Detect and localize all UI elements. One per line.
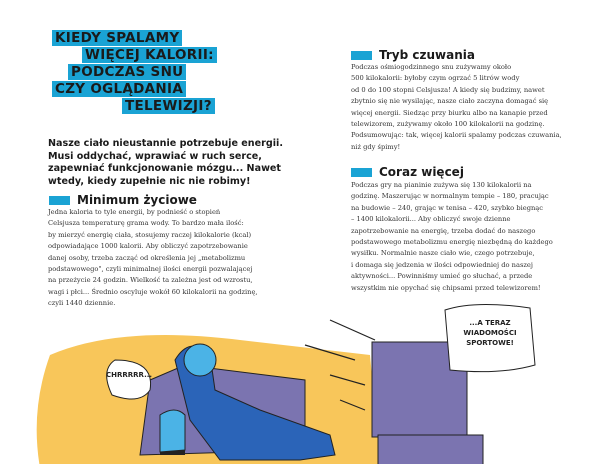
body-line: Podsumowując: tak, więcej kalorii spalamy podczas czuwania, — [351, 131, 562, 140]
body-line: by mierzyć energię ciała, stosujemy raczej kilokalorie (kcal) — [48, 230, 252, 239]
intro-text: Nasze ciało nieustannie potrzebuje energii. Musi oddychać, wprawiać w ruch serce, zapewniać funkcjonowanie mózgu... Nawet wtedy, kiedy zupełnie nic nie robimy! — [48, 138, 283, 187]
heading-marker — [351, 51, 372, 60]
body-line: – 1400 kilokalorii... Aby obliczyć swoje dzienne — [351, 215, 511, 224]
body-line: zapotrzebowanie na energię, trzeba dodać do naszego — [351, 226, 536, 235]
body-line: aktywności... Powinniśmy umieć go słuchać, a przede — [351, 272, 533, 281]
body-line: Podczas gry na pianinie zużywa się 130 kilokalorii na — [351, 181, 532, 189]
body-line: wysiłku. Normalnie nasze ciało wie, czego potrzebuje, — [351, 249, 535, 258]
section-body — [351, 62, 562, 153]
body-line: więcej energii. Siedząc przy biurku albo na kanapie przed — [351, 108, 548, 117]
body-line: Podczas ośmiogodzinnego snu zużywamy około — [351, 63, 512, 71]
body-line: wagi i płci... Średnio oscyluje wokół 60 kilokalorii na godzinę, — [48, 287, 258, 296]
body-line: Jedna kaloria to tyle energii, by podnieść o stopień — [48, 208, 221, 216]
heading-marker — [351, 168, 372, 177]
section-body — [351, 180, 553, 294]
body-line: odpowiadające 1000 kalorii. Aby obliczyć zapotrzebowanie — [48, 242, 248, 251]
body-line: danej osoby, trzeba zacząć od określenia jej „metabolizmu — [48, 253, 246, 262]
title-line: KIEDY SPALAMY — [52, 31, 182, 46]
body-line: na budowie – 240, grając w tenisa – 420, szybko biegnąc — [351, 203, 544, 212]
body-line: 500 kilokalorii: byłoby czym ogrzać 5 litrów wody — [351, 74, 520, 83]
body-line: czyli 1440 dziennie. — [48, 299, 116, 308]
body-line: podstawowego metabolizmu energię niezbędną do każdego — [351, 238, 553, 247]
section-heading: Coraz więcej — [351, 165, 464, 179]
body-line: podstawowego", czyli minimalnej ilości energii pozwalającej — [48, 265, 253, 274]
body-line: wszystkim nie opychać się chipsami przed telewizorem! — [351, 283, 541, 292]
section-body — [48, 207, 258, 310]
body-line: od 0 do 100 stopni Celsjusza! A kiedy się budzimy, nawet — [351, 85, 545, 94]
section-heading: Tryb czuwania — [351, 48, 475, 62]
body-line: na przeżycie 24 godzin. Wielkość ta zależna jest od wzrostu, — [48, 276, 253, 285]
tv-speech-bubble: ...A TERAZ WIADOMOŚCI SPORTOWE! — [463, 319, 517, 347]
section-heading: Minimum życiowe — [49, 193, 197, 207]
body-line: Celsjusza temperaturę grama wody. To bardzo mała ilość: — [48, 219, 244, 228]
body-line: niż gdy śpimy! — [351, 142, 401, 151]
body-line: i domaga się jedzenia w ilości odpowiedniej do naszej — [351, 260, 533, 269]
title-line: WIĘCEJ KALORII: — [82, 48, 217, 63]
title-line: PODCZAS SNU — [68, 65, 186, 80]
heading-marker — [49, 196, 70, 205]
title-line: TELEWIZJI? — [122, 99, 215, 114]
body-line: zbytnio się nie wysilając, nasze ciało zaczyna domagać się — [351, 97, 549, 106]
title-line: CZY OGLĄDANIA — [52, 82, 186, 97]
snore-bubble: CHRRRRR... — [106, 371, 153, 379]
body-line: godzinę. Maszerując w normalnym tempie – 180, pracując — [351, 192, 549, 201]
body-line: telewizorem, zużywamy około 100 kilokalorii na godzinę. — [351, 120, 545, 129]
